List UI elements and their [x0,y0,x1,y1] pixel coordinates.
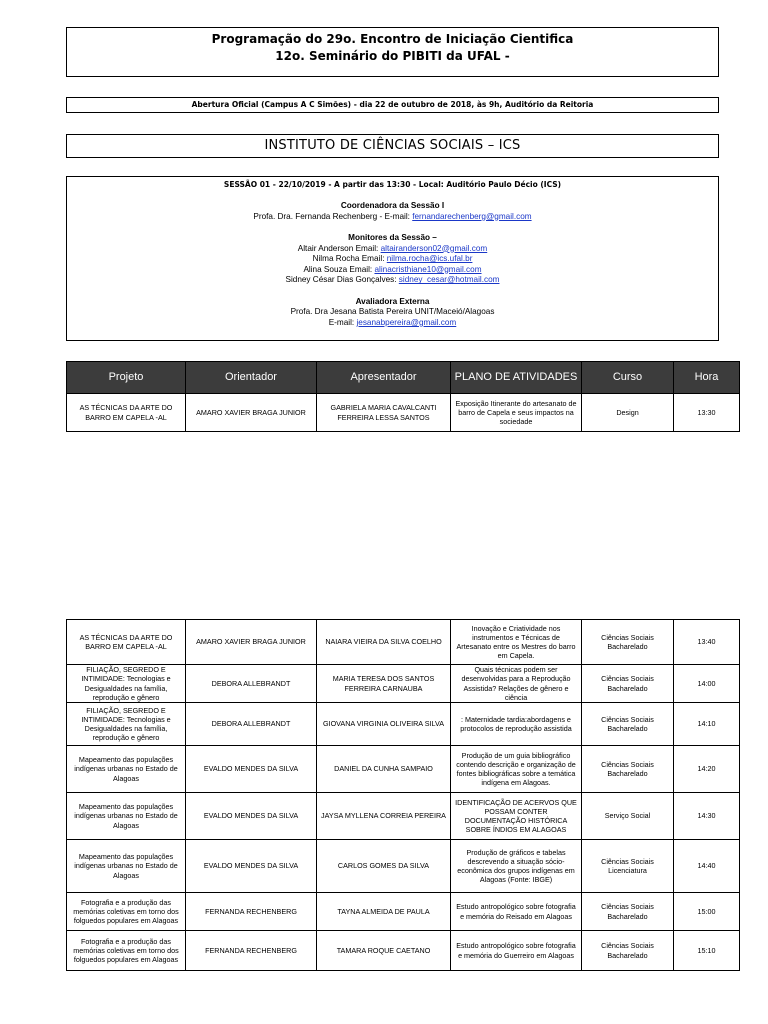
cell-orientador: DEBORA ALLEBRANDT [186,703,317,746]
schedule-table-first [66,361,740,432]
table-row [67,703,740,746]
monitor-email-link[interactable]: nilma.rocha@ics.ufal.br [386,254,473,264]
cell-apresentador: GABRIELA MARIA CAVALCANTI FERREIRA LESSA SANTOS [317,394,451,432]
table-row [67,746,740,793]
table-row [67,931,740,971]
document-title-line1: Programação do 29o. Encontro de Iniciação Cientifica [211,32,574,46]
table-row [67,394,740,432]
cell-orientador: EVALDO MENDES DA SILVA [186,746,317,793]
evaluator-email-label: E-mail: [328,317,357,327]
cell-apresentador: CARLOS GOMES DA SILVA [317,840,451,893]
monitor-email-link[interactable]: sidney_cesar@hotmail.com [398,275,500,285]
cell-projeto: FILIAÇÃO, SEGREDO E INTIMIDADE: Tecnologias e Desigualdades na família, reprodução e gênero [67,665,186,703]
cell-curso: Ciências Sociais Bacharelado [582,620,674,665]
cell-apresentador: GIOVANA VIRGINIA OLIVEIRA SILVA [317,703,451,746]
cell-projeto: Fotografia e a produção das memórias coletivas em torno dos folguedos populares em Alagoas [67,931,186,971]
evaluator-line [67,318,718,329]
table-header-row [67,362,740,394]
cell-orientador: AMARO XAVIER BRAGA JUNIOR [186,620,317,665]
cell-projeto: Fotografia e a produção das memórias coletivas em torno dos folguedos populares em Alagoas [67,893,186,931]
cell-hora: 13:40 [674,620,740,665]
monitors-heading: Monitores da Sessão – [348,232,437,242]
cell-plano: Inovação e Criatividade nos instrumentos e Técnicas de Artesanato entre os Mestres do barro em Capela. [451,620,582,665]
monitor-line [67,254,718,265]
cell-projeto: Mapeamento das populações indígenas urbanas no Estado de Alagoas [67,746,186,793]
cell-orientador: EVALDO MENDES DA SILVA [186,793,317,840]
monitor-name: Altair Anderson Email: [297,243,381,253]
table-row [67,840,740,893]
cell-projeto: Mapeamento das populações indígenas urbanas no Estado de Alagoas [67,840,186,893]
cell-curso: Serviço Social [582,793,674,840]
evaluator-heading: Avaliadora Externa [355,296,430,306]
monitor-name: Nilma Rocha Email: [312,254,387,264]
cell-curso: Ciências Sociais Bacharelado [582,746,674,793]
cell-curso: Ciências Sociais Licenciatura [582,840,674,893]
cell-curso: Ciências Sociais Bacharelado [582,931,674,971]
cell-plano: Exposição Itinerante do artesanato de barro de Capela e seus impactos na sociedade [451,394,582,432]
column-header-plano: PLANO DE ATIVIDADES [451,362,582,394]
document-title-box [66,27,719,77]
table-row [67,665,740,703]
cell-plano: Quais técnicas podem ser desenvolvidas para a Reprodução Assistida? Relações de gênero e ciência [451,665,582,703]
cell-curso: Design [582,394,674,432]
cell-plano: Produção de gráficos e tabelas descrevendo a situação sócio-econômica dos grupos indígenas em Alagoas (Fonte: IBGE) [451,840,582,893]
cell-orientador: AMARO XAVIER BRAGA JUNIOR [186,394,317,432]
monitor-name: Sidney César Dias Gonçalves: [285,275,399,285]
cell-hora: 15:10 [674,931,740,971]
cell-apresentador: MARIA TERESA DOS SANTOS FERREIRA CARNAUBA [317,665,451,703]
cell-curso: Ciências Sociais Bacharelado [582,703,674,746]
cell-projeto: FILIAÇÃO, SEGREDO E INTIMIDADE: Tecnologias e Desigualdades na família, reprodução e gênero [67,703,186,746]
cell-projeto: Mapeamento das populações indígenas urbanas no Estado de Alagoas [67,793,186,840]
cell-hora: 14:40 [674,840,740,893]
column-header-hora: Hora [674,362,740,394]
monitor-line [67,265,718,276]
cell-hora: 13:30 [674,394,740,432]
cell-orientador: FERNANDA RECHENBERG [186,893,317,931]
document-title-line2: 12o. Seminário do PIBITI da UFAL - [275,49,510,63]
cell-hora: 14:00 [674,665,740,703]
table-row [67,620,740,665]
cell-plano: Estudo antropológico sobre fotografia e memória do Guerreiro em Alagoas [451,931,582,971]
cell-hora: 14:30 [674,793,740,840]
column-header-curso: Curso [582,362,674,394]
monitor-line [67,244,718,255]
monitor-email-link[interactable]: alinacristhiane10@gmail.com [374,264,482,274]
cell-apresentador: DANIEL DA CUNHA SAMPAIO [317,746,451,793]
cell-plano: Produção de um guia bibliográfico contendo descrição e organização de fontes bibliográficas sobre a temática indígena em Alagoas. [451,746,582,793]
opening-info: Abertura Oficial (Campus A C Simões) - dia 22 de outubro de 2018, às 9h, Auditório da Reitoria [66,97,719,113]
cell-plano: Estudo antropológico sobre fotografia e memória do Reisado em Alagoas [451,893,582,931]
session-info-box [66,176,719,341]
cell-apresentador: JAYSA MYLLENA CORREIA PEREIRA [317,793,451,840]
cell-plano: : Maternidade tardia:abordagens e protocolos de reprodução assistida [451,703,582,746]
coordinator-line [67,212,718,223]
cell-curso: Ciências Sociais Bacharelado [582,665,674,703]
cell-apresentador: TAYNA ALMEIDA DE PAULA [317,893,451,931]
coordinator-heading: Coordenadora da Sessão I [340,201,445,211]
monitor-email-link[interactable]: altairanderson02@gmail.com [380,243,488,253]
cell-hora: 14:20 [674,746,740,793]
cell-hora: 14:10 [674,703,740,746]
cell-orientador: FERNANDA RECHENBERG [186,931,317,971]
column-header-orientador: Orientador [186,362,317,394]
coordinator-email-link[interactable]: fernandarechenberg@gmail.com [412,211,532,221]
monitor-name: Alina Souza Email: [303,264,375,274]
institute-heading: INSTITUTO DE CIÊNCIAS SOCIAIS – ICS [66,134,719,158]
evaluator-name: Profa. Dra Jesana Batista Pereira UNIT/Maceió/Alagoas [290,307,495,317]
cell-plano: IDENTIFICAÇÃO DE ACERVOS QUE POSSAM CONTER DOCUMENTAÇÃO HISTÓRICA SOBRE ÍNDIOS EM ALAGOAS [451,793,582,840]
coordinator-name: Profa. Dra. Fernanda Rechenberg - E-mail: [253,211,413,221]
monitor-line [67,275,718,286]
cell-projeto: AS TÉCNICAS DA ARTE DO BARRO EM CAPELA -AL [67,394,186,432]
session-title: SESSÃO 01 - 22/10/2019 - A partir das 13:30 - Local: Auditório Paulo Décio (ICS) [223,180,562,189]
evaluator-email-link[interactable]: jesanabpereira@gmail.com [356,317,457,327]
cell-apresentador: NAIARA VIEIRA DA SILVA COELHO [317,620,451,665]
cell-orientador: DEBORA ALLEBRANDT [186,665,317,703]
table-row [67,793,740,840]
cell-curso: Ciências Sociais Bacharelado [582,893,674,931]
cell-apresentador: TAMARA ROQUE CAETANO [317,931,451,971]
cell-orientador: EVALDO MENDES DA SILVA [186,840,317,893]
table-row [67,893,740,931]
column-header-projeto: Projeto [67,362,186,394]
cell-hora: 15:00 [674,893,740,931]
schedule-table-second [66,619,740,971]
cell-projeto: AS TÉCNICAS DA ARTE DO BARRO EM CAPELA -AL [67,620,186,665]
column-header-apresentador: Apresentador [317,362,451,394]
